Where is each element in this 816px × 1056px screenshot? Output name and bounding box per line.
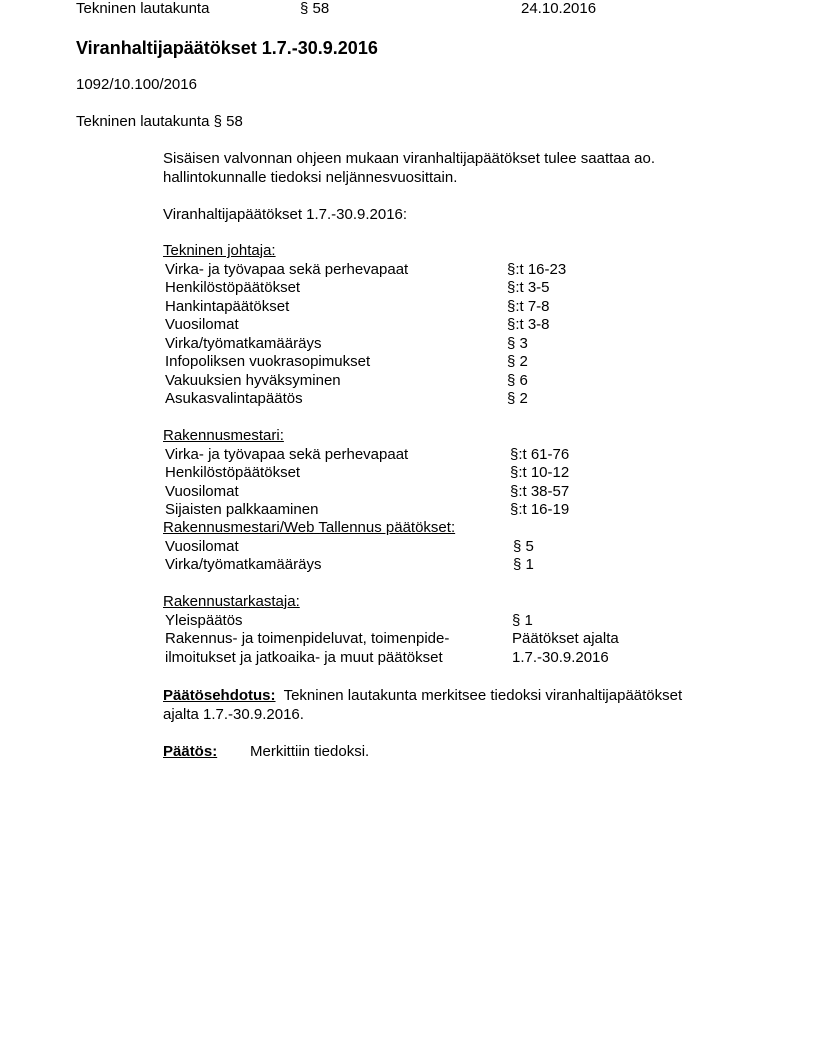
group-heading: Rakennusmestari/Web Tallennus päätökset: bbox=[163, 519, 456, 536]
record-number: 1092/10.100/2016 bbox=[76, 76, 197, 93]
item-label: Vuosilomat bbox=[165, 483, 239, 500]
item-label: Infopoliksen vuokrasopimukset bbox=[165, 353, 371, 370]
page-title: Viranhaltijapäätökset 1.7.-30.9.2016 bbox=[76, 38, 378, 58]
item-value: § 2 bbox=[507, 390, 528, 407]
item-value: 1.7.-30.9.2016 bbox=[512, 649, 609, 666]
item-value: § 2 bbox=[507, 353, 528, 370]
item-value: §:t 16-19 bbox=[510, 501, 570, 518]
header-date: 24.10.2016 bbox=[521, 0, 597, 17]
item-label: Asukasvalintapäätös bbox=[165, 390, 303, 407]
group-heading: Tekninen johtaja: bbox=[163, 242, 276, 259]
group-heading: Rakennustarkastaja: bbox=[163, 593, 300, 610]
item-value: §:t 61-76 bbox=[510, 446, 570, 463]
item-value: § 5 bbox=[513, 538, 534, 555]
intro-line: Sisäisen valvonnan ohjeen mukaan viranhaltijapäätökset tulee saattaa ao. bbox=[163, 150, 655, 167]
proposal-label: Päätösehdotus: bbox=[163, 687, 276, 704]
item-value: §:t 7-8 bbox=[507, 298, 550, 315]
proposal-text-cont: ajalta 1.7.-30.9.2016. bbox=[163, 706, 304, 723]
item-label: Vakuuksien hyväksyminen bbox=[165, 372, 341, 389]
item-value: §:t 3-5 bbox=[507, 279, 550, 296]
item-label: Vuosilomat bbox=[165, 316, 239, 333]
item-label: Sijaisten palkkaaminen bbox=[165, 501, 319, 518]
decision-text: Merkittiin tiedoksi. bbox=[250, 743, 370, 760]
item-label: ilmoitukset ja jatkoaika- ja muut päätökset bbox=[165, 649, 443, 666]
item-label: Virka/työmatkamääräys bbox=[165, 556, 322, 573]
header-section: § 58 bbox=[300, 0, 330, 17]
item-label: Henkilöstöpäätökset bbox=[165, 279, 301, 296]
item-value: §:t 10-12 bbox=[510, 464, 570, 481]
header-committee: Tekninen lautakunta bbox=[76, 0, 210, 17]
item-label: Virka- ja työvapaa sekä perhevapaat bbox=[165, 446, 409, 463]
item-value: §:t 16-23 bbox=[507, 261, 567, 278]
intro-line: hallintokunnalle tiedoksi neljännesvuosittain. bbox=[163, 169, 458, 186]
item-label: Yleispäätös bbox=[165, 612, 243, 629]
item-label: Virka- ja työvapaa sekä perhevapaat bbox=[165, 261, 409, 278]
item-value: § 3 bbox=[507, 335, 528, 352]
item-label: Vuosilomat bbox=[165, 538, 239, 555]
decision-label: Päätös: bbox=[163, 743, 218, 760]
item-label: Henkilöstöpäätökset bbox=[165, 464, 301, 481]
list-title: Viranhaltijapäätökset 1.7.-30.9.2016: bbox=[163, 206, 408, 223]
item-value: § 6 bbox=[507, 372, 528, 389]
item-value: § 1 bbox=[512, 612, 533, 629]
group-heading: Rakennusmestari: bbox=[163, 427, 284, 444]
item-value: § 1 bbox=[513, 556, 534, 573]
item-label: Virka/työmatkamääräys bbox=[165, 335, 322, 352]
committee-section: Tekninen lautakunta § 58 bbox=[76, 113, 243, 130]
item-value: §:t 3-8 bbox=[507, 316, 550, 333]
item-label: Hankintapäätökset bbox=[165, 298, 290, 315]
proposal-text: Tekninen lautakunta merkitsee tiedoksi viranhaltijapäätökset bbox=[283, 687, 683, 704]
item-value: §:t 38-57 bbox=[510, 483, 570, 500]
item-value: Päätökset ajalta bbox=[512, 630, 619, 647]
item-label: Rakennus- ja toimenpideluvat, toimenpide- bbox=[165, 630, 450, 647]
